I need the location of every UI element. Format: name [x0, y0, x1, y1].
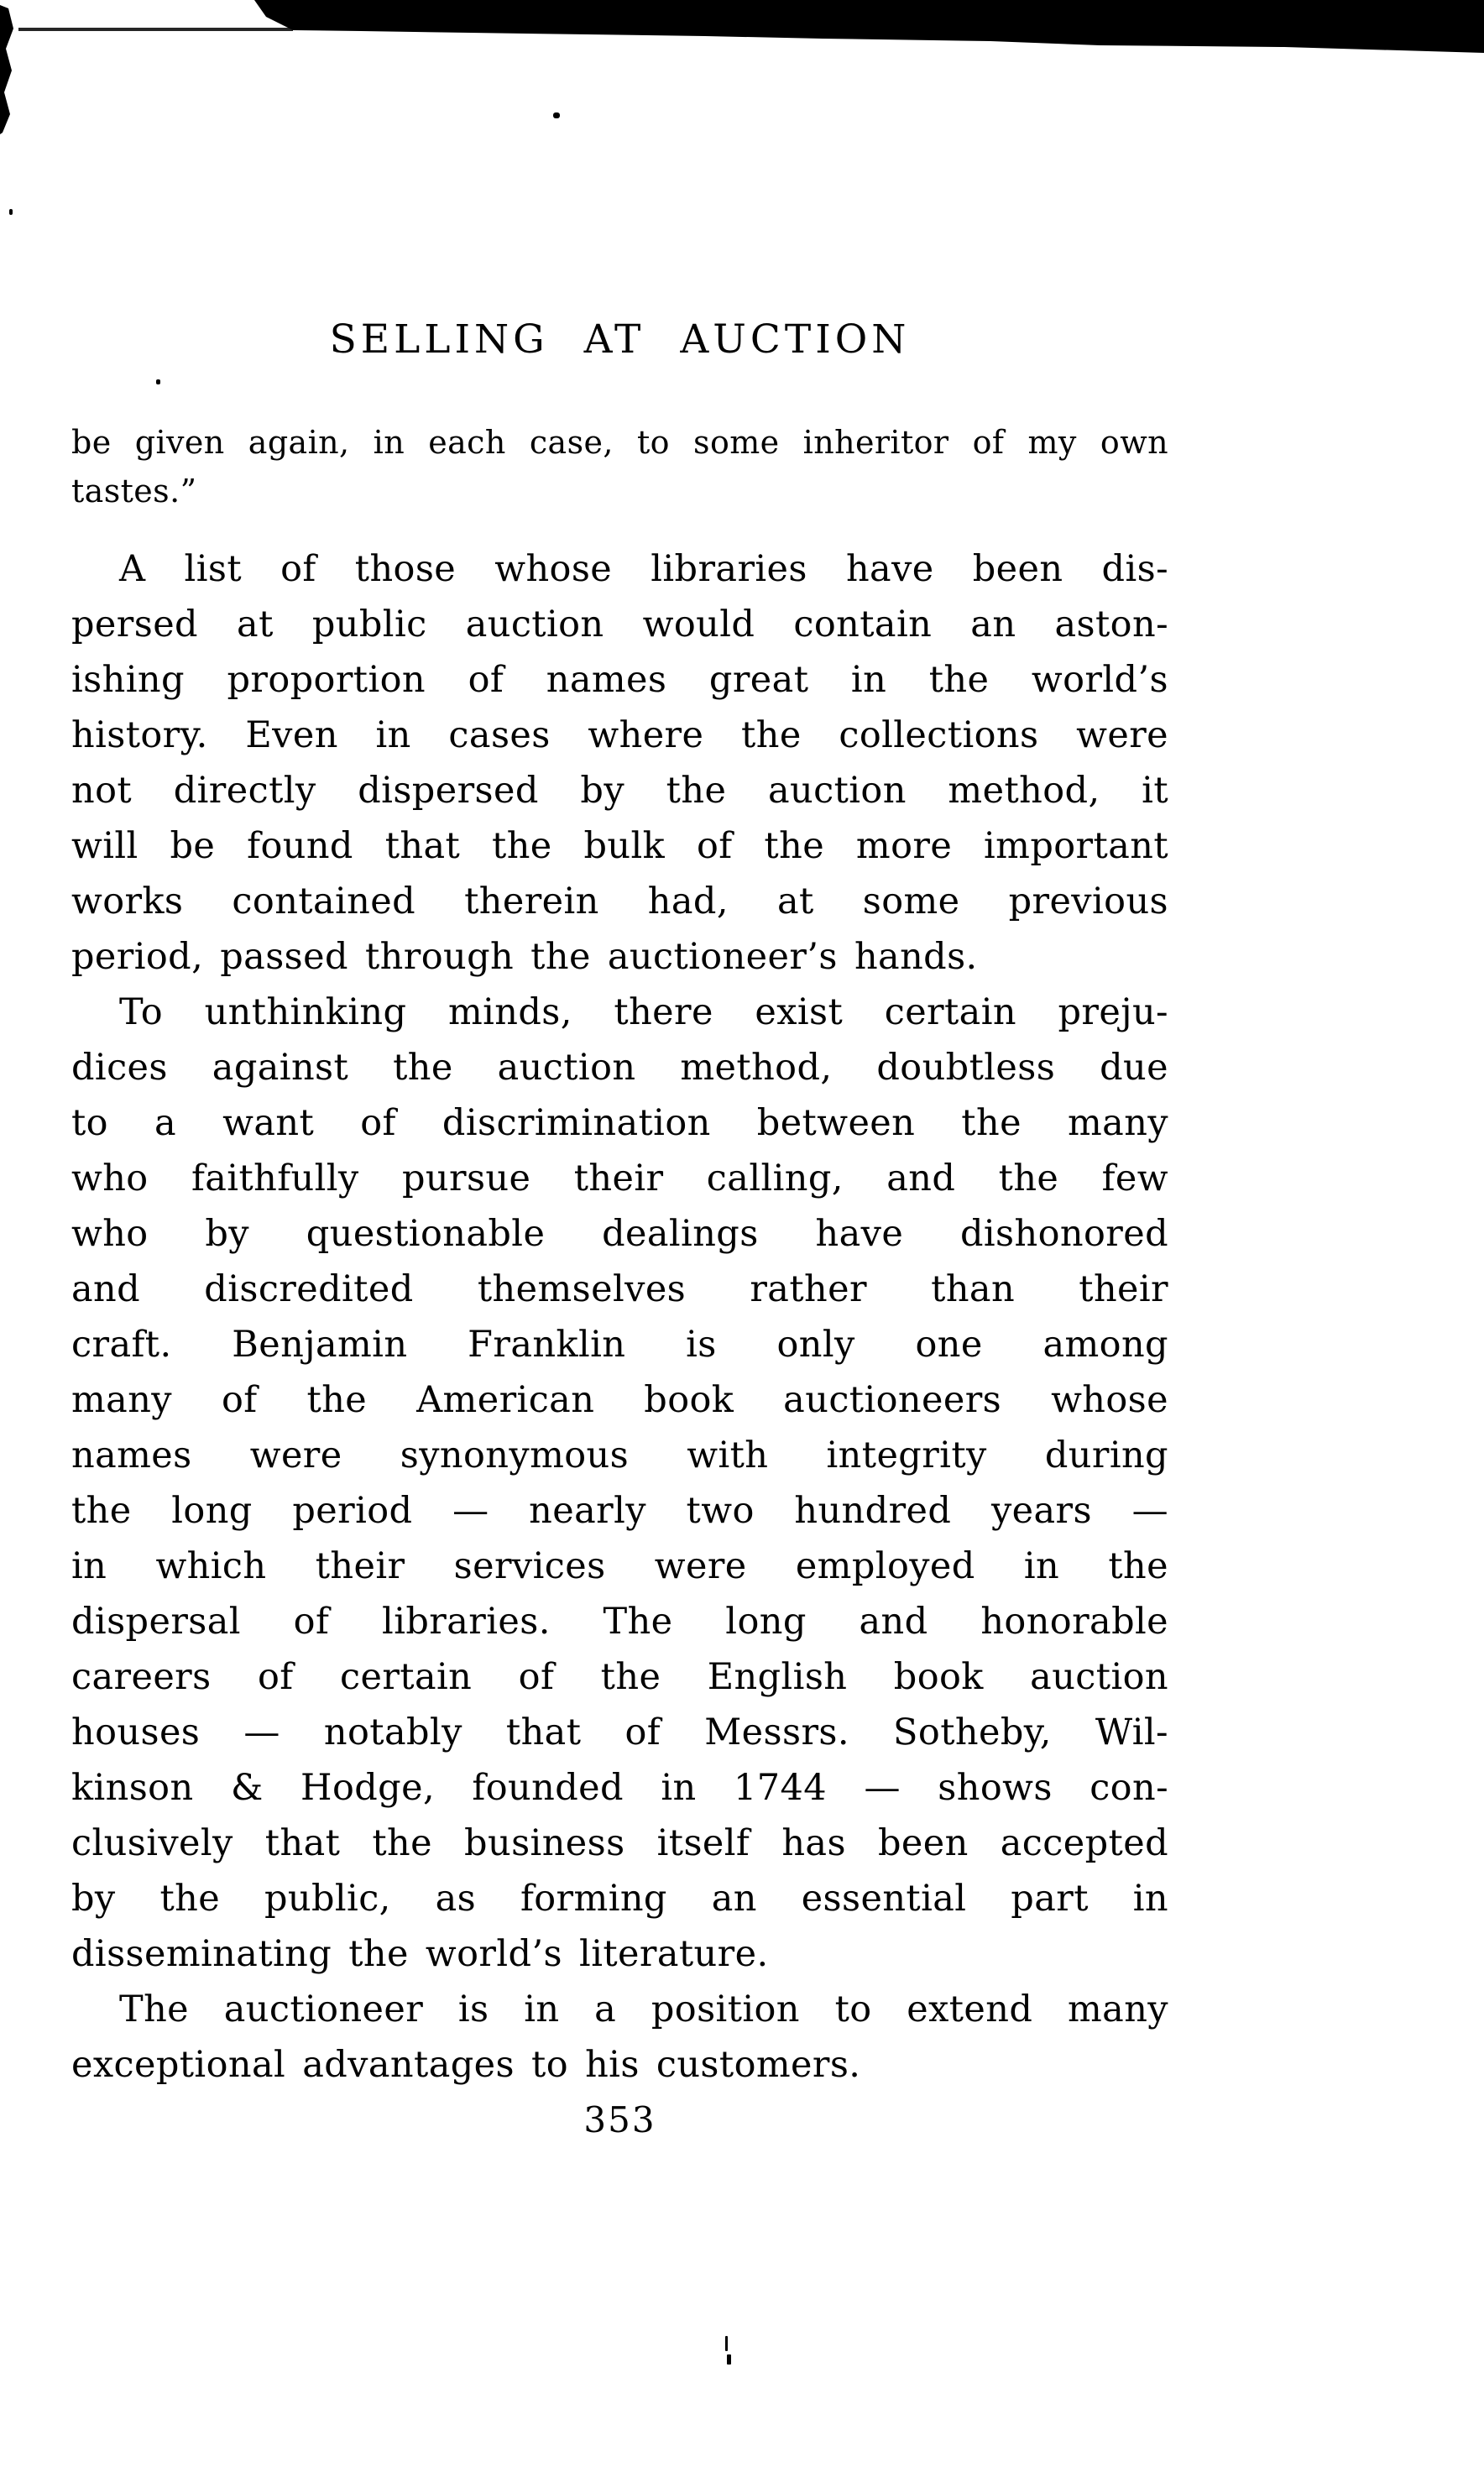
text-line: tastes.”: [71, 473, 197, 510]
intro-continuation-paragraph: [71, 418, 1168, 515]
text-line: careers of certain of the English book auction: [71, 1656, 1168, 1698]
text-line: dices against the auction method, doubtless due: [71, 1047, 1168, 1089]
text-line: many of the American book auctioneers whose: [71, 1379, 1168, 1421]
body-paragraphs: [71, 541, 1168, 2093]
text-line: To unthinking minds, there exist certain preju-: [119, 991, 1168, 1033]
text-line: in which their services were employed in the: [71, 1545, 1168, 1587]
text-line: houses — notably that of Messrs. Sotheby, Wil-: [71, 1711, 1168, 1753]
text-line: history. Even in cases where the collections were: [71, 714, 1168, 756]
paragraph: [71, 1982, 1168, 2093]
text-line: works contained therein had, at some previous: [71, 881, 1168, 922]
paragraph: [71, 541, 1168, 985]
paragraph: [71, 985, 1168, 1982]
text-line: A list of those whose libraries have been dis-: [119, 548, 1168, 590]
ink-speck: [725, 2336, 728, 2351]
ink-speck: [727, 2354, 731, 2365]
text-line: exceptional advantages to his customers.: [71, 2044, 861, 2086]
text-line: kinson & Hodge, founded in 1744 — shows con-: [71, 1767, 1168, 1809]
page-text-block: [71, 304, 1168, 2148]
ink-speck: [553, 112, 560, 118]
text-line: names were synonymous with integrity during: [71, 1434, 1168, 1476]
text-line: dispersal of libraries. The long and honorable: [71, 1601, 1168, 1643]
text-line: and discredited themselves rather than their: [71, 1268, 1168, 1310]
scan-artifact-left-edge: [0, 5, 13, 134]
page-number: 353: [583, 2099, 656, 2140]
text-line: who faithfully pursue their calling, and the few: [71, 1158, 1168, 1199]
text-line: clusively that the business itself has been accepted: [71, 1822, 1168, 1864]
text-line: The auctioneer is in a position to extend many: [119, 1988, 1168, 2030]
scan-artifact-top-band: [254, 0, 1484, 53]
running-head-title: SELLING AT AUCTION: [329, 316, 911, 363]
scan-artifact-edge-fringe: [18, 28, 293, 31]
text-line: the long period — nearly two hundred years —: [71, 1490, 1168, 1532]
text-line: craft. Benjamin Franklin is only one among: [71, 1324, 1168, 1366]
text-line: will be found that the bulk of the more important: [71, 825, 1168, 867]
text-line: not directly dispersed by the auction method, it: [71, 770, 1168, 812]
text-line: to a want of discrimination between the many: [71, 1102, 1168, 1144]
text-line: by the public, as forming an essential part in: [71, 1878, 1168, 1920]
text-line: who by questionable dealings have dishonored: [71, 1213, 1168, 1255]
text-line: be given again, in each case, to some inheritor of my own: [71, 424, 1168, 461]
ink-speck: [9, 209, 13, 215]
text-line: disseminating the world’s literature.: [71, 1933, 769, 1975]
text-line: period, passed through the auctioneer’s hands.: [71, 936, 978, 978]
text-line: ishing proportion of names great in the world’s: [71, 659, 1168, 701]
text-line: persed at public auction would contain an aston-: [71, 604, 1168, 645]
